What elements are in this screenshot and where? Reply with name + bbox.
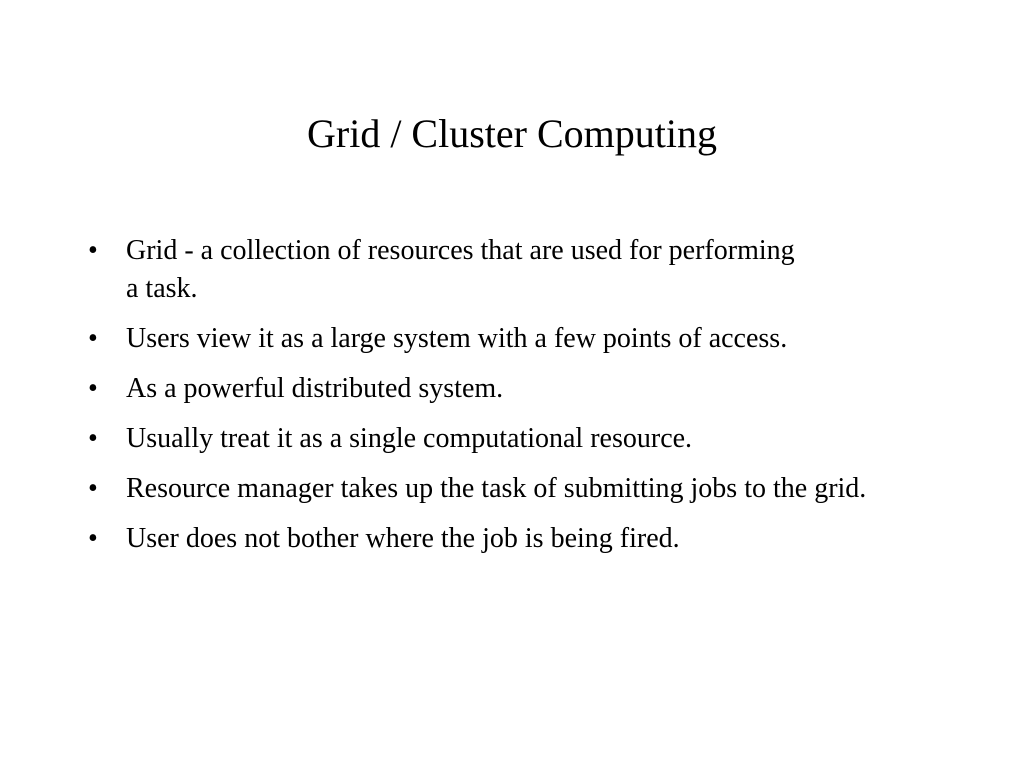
list-item	[88, 520, 968, 558]
bullet-icon: •	[88, 523, 98, 554]
bullet-icon: •	[88, 423, 98, 454]
bullet-text: Users view it as a large system with a few points of access.	[126, 323, 788, 354]
bullet-icon: •	[88, 473, 98, 504]
bullet-text: Usually treat it as a single computational resource.	[126, 423, 693, 454]
bullet-text: Grid - a collection of resources that are used for performing a task.	[126, 235, 795, 304]
bullet-list	[88, 232, 968, 570]
list-item	[88, 232, 968, 308]
bullet-text: User does not bother where the job is being fired.	[126, 523, 680, 554]
bullet-icon: •	[88, 235, 98, 266]
list-item	[88, 320, 968, 358]
list-item	[88, 420, 968, 458]
bullet-icon: •	[88, 323, 98, 354]
bullet-text: Resource manager takes up the task of submitting jobs to the grid.	[126, 473, 867, 504]
bullet-icon: •	[88, 373, 98, 404]
bullet-text: As a powerful distributed system.	[126, 373, 504, 404]
list-item	[88, 370, 968, 408]
list-item	[88, 470, 968, 508]
slide-title: Grid / Cluster Computing	[307, 111, 717, 156]
